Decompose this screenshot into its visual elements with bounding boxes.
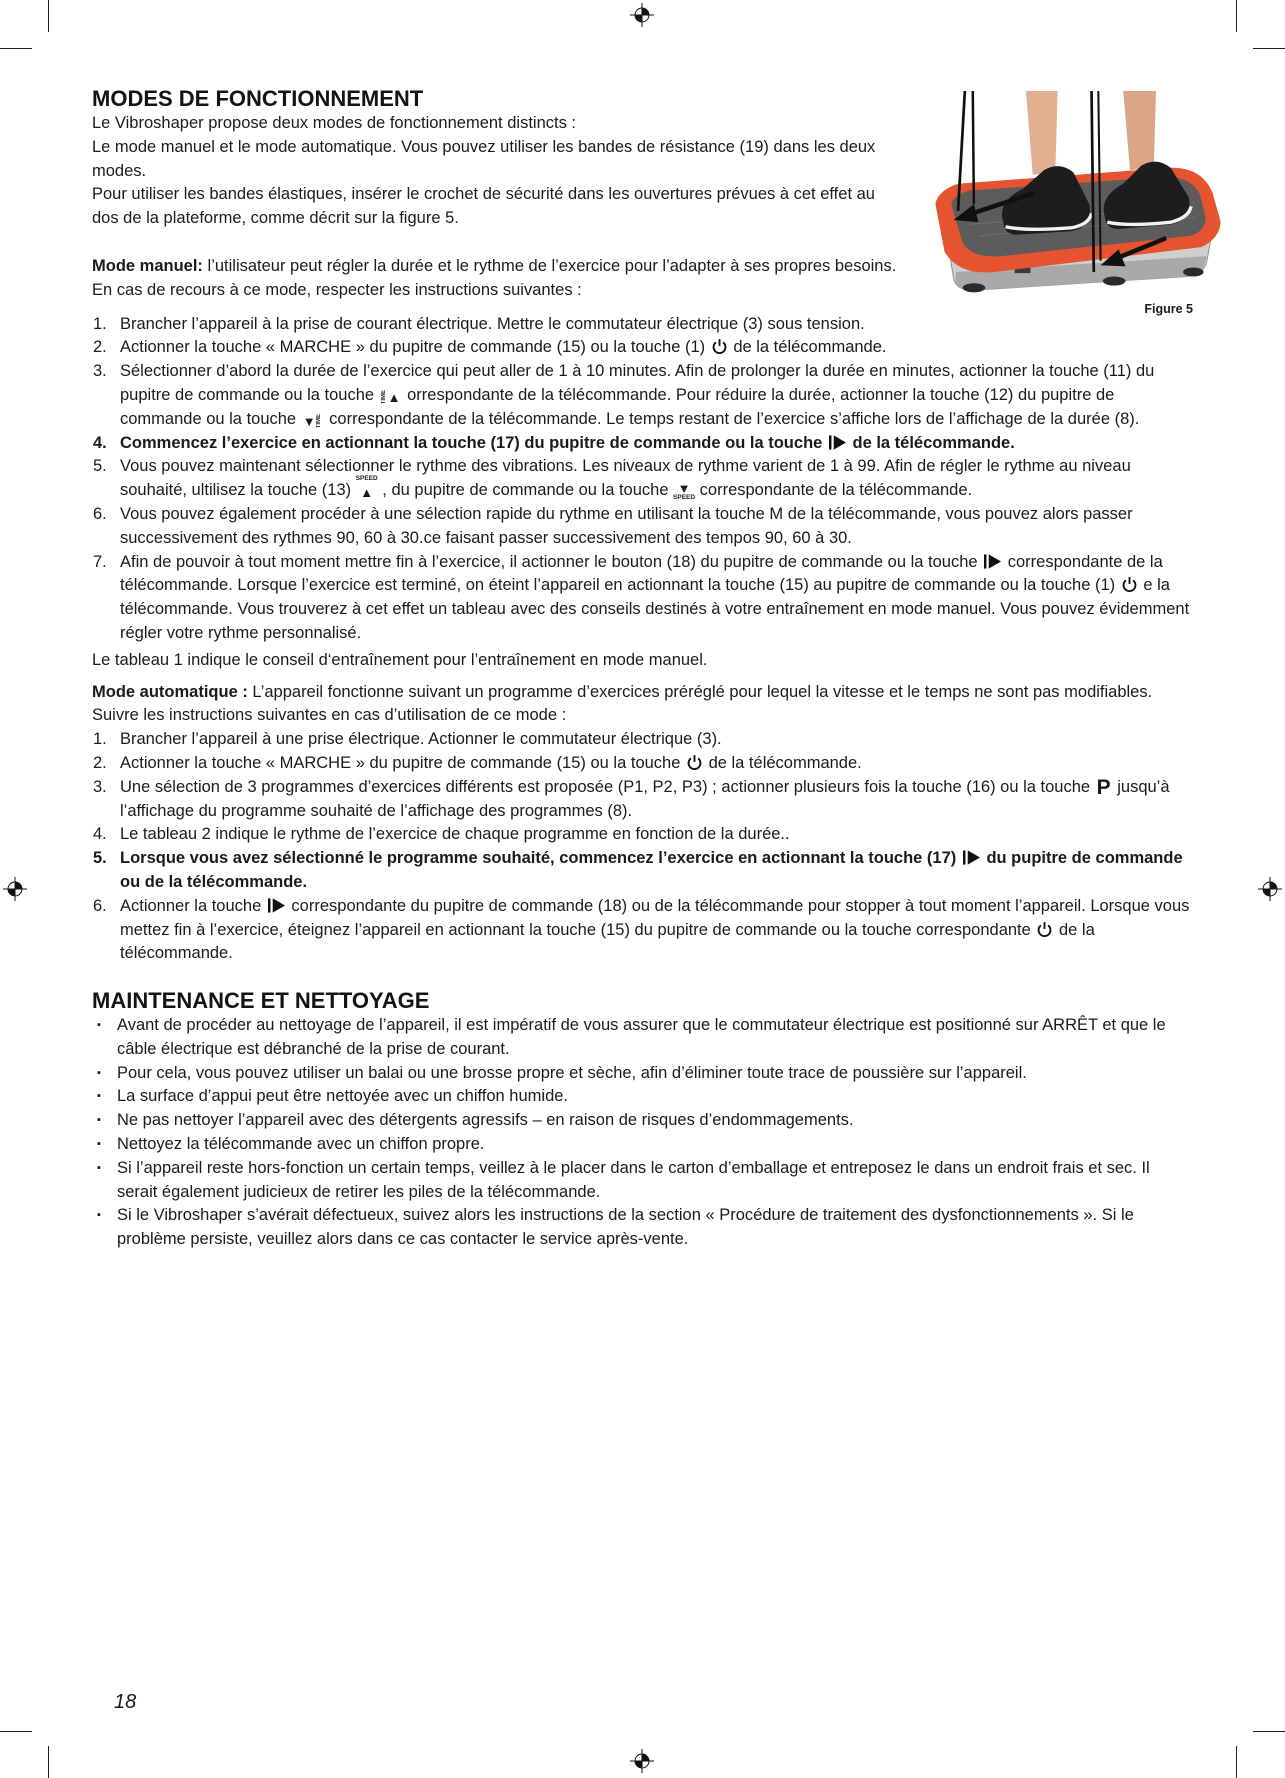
step-text: de la télécommande. (847, 433, 1015, 452)
power-icon (1036, 921, 1053, 938)
step-number: 5. (93, 849, 107, 868)
step-text: Le tableau 2 indique le rythme de l’exercice de chaque programme en fonction de la durée.. (120, 825, 790, 844)
automatic-steps-list (92, 728, 1193, 966)
list-item (92, 1204, 1193, 1252)
bullet-text: Pour cela, vous pouvez utiliser un balai ou une brosse propre et sèche, afin d’éliminer toute trace de poussière sur l’appareil. (117, 1063, 1027, 1082)
step-text: correspondante du pupitre de commande (18) ou de la télécommande pour stopper à tout moment l’appareil. Lorsque vous mettez fin à l’exercice, éteignez l’appareil en actionnant la touche (15) du pupitre de commande ou la touche correspondante (120, 896, 1190, 939)
step-number: 3. (93, 777, 107, 796)
step-text: orrespondante de la télécommande. Pour réduire la durée, actionner la touche (12) du pupitre de commande ou la touche (120, 385, 1115, 428)
step-text: Vous pouvez maintenant sélectionner le rythme des vibrations. Les niveaux de rythme varient de 1 à 99. Afin de régler le rythme au niveau souhaité, ultilisez la touche (13) (120, 457, 1131, 500)
step-text: Afin de pouvoir à tout moment mettre fin à l’exercice, il actionner le bouton (18) du pupitre de commande ou la touche (120, 552, 983, 571)
figure-vibration-plate (924, 91, 1224, 298)
crop-mark (1236, 1746, 1237, 1778)
intro-paragraph: Le Vibroshaper propose deux modes de fonctionnement distincts : (92, 114, 576, 132)
program-key-icon: P (1096, 775, 1111, 799)
section-title-modes: MODES DE FONCTIONNEMENT (92, 86, 424, 111)
triangle-down-icon: ▼ (302, 413, 316, 429)
bullet-icon: ▪ (97, 1138, 101, 1151)
intro-paragraph: Le mode manuel et le mode automatique. Vous pouvez utiliser les bandes de résistance (19) dans les deux modes. (92, 137, 876, 180)
bullet-icon: ▪ (97, 1161, 101, 1174)
list-item (92, 1133, 1193, 1157)
time-label: TIME (380, 389, 387, 405)
list-item (92, 1157, 1193, 1205)
manual-mode-label: Mode manuel: (92, 256, 203, 275)
crop-mark (1253, 48, 1285, 49)
list-item (92, 1014, 1193, 1062)
intro-paragraph: Pour utiliser les bandes élastiques, insérer le crochet de sécurité dans les ouvertures prévues à cet effet au dos de la plateforme, comme décrit sur la figure 5. (92, 185, 875, 228)
bullet-icon: ▪ (97, 1090, 101, 1103)
step-text: Actionner la touche (120, 896, 266, 915)
step-text: Actionner la touche « MARCHE » du pupitre de commande (15) ou la touche (120, 753, 685, 772)
play-pause-icon (828, 434, 847, 451)
list-item (92, 823, 1193, 847)
step-text: , du pupitre de commande ou la touche (377, 481, 674, 500)
registration-mark-icon (1258, 877, 1282, 901)
crop-mark (0, 1731, 32, 1732)
page-number: 18 (114, 1691, 137, 1713)
speed-label: SPEED (673, 494, 696, 502)
manual-table-note: Le tableau 1 indique le conseil d‘entraînement pour l’entraînement en mode manuel. (92, 650, 708, 669)
figure-caption: Figure 5 (1144, 302, 1193, 316)
automatic-mode-paragraph (92, 681, 1193, 729)
bullet-icon: ▪ (97, 1019, 101, 1032)
time-label: TIME (315, 413, 322, 429)
crop-mark (0, 48, 32, 49)
list-item (92, 503, 1193, 551)
step-number: 7. (93, 552, 107, 571)
registration-mark-icon (630, 3, 654, 27)
vibration-plate-image (924, 91, 1224, 298)
triangle-down-icon: ▼ (677, 481, 691, 497)
step-number: 1. (93, 314, 107, 333)
registration-mark-icon (3, 877, 27, 901)
speed-up-icon (355, 475, 378, 501)
step-text: du pupitre de commande ou de la télécommande. (120, 849, 1183, 891)
play-pause-icon (983, 553, 1002, 570)
step-text: Lorsque vous avez sélectionné le programme souhaité, commencez l’exercice en actionnant la touche (17) (120, 849, 961, 868)
time-down-icon (303, 413, 323, 429)
triangle-up-icon: ▲ (360, 485, 374, 501)
manual-steps-list (92, 313, 1193, 646)
step-text: correspondante de la télécommande. Lorsque l’exercice est terminé, on éteint l’appareil en actionnant la touche (15) au pupitre de commande ou la touche (1) (120, 552, 1163, 595)
list-item (92, 455, 1193, 503)
list-item (92, 895, 1193, 966)
step-number: 6. (93, 896, 107, 915)
list-item (92, 1109, 1193, 1133)
automatic-mode-label: Mode automatique : (92, 682, 248, 701)
step-number: 4. (93, 433, 107, 452)
step-number: 1. (93, 730, 107, 749)
step-text: de la télécommande. (703, 753, 862, 772)
step-number: 2. (93, 753, 107, 772)
list-item (92, 432, 1193, 456)
power-icon (711, 338, 728, 355)
list-item (92, 1062, 1193, 1086)
step-text: correspondante de la télécommande. (695, 481, 973, 500)
step-text: de la télécommande. (728, 338, 887, 357)
step-number: 2. (93, 338, 107, 357)
bullet-text: Si l’appareil reste hors-fonction un certain temps, veillez à le placer dans le carton d’emballage et entreposez le dans un endroit frais et sec. Il serait également judicieux de retirer les piles de la télécommande. (117, 1158, 1150, 1201)
list-item (92, 551, 1193, 646)
page-content (92, 86, 1193, 1252)
step-text: Commencez l’exercice en actionnant la touche (17) du pupitre de commande ou la touche (120, 433, 827, 452)
list-item (92, 847, 1193, 895)
crop-mark (48, 1746, 49, 1778)
bullet-text: Ne pas nettoyer l’appareil avec des détergents agressifs – en raison de risques d’endommagements. (117, 1111, 854, 1130)
step-number: 4. (93, 825, 107, 844)
list-item (92, 360, 1193, 431)
crop-mark (1253, 1731, 1285, 1732)
step-text: Brancher l’appareil à une prise électrique. Actionner le commutateur électrique (3). (120, 730, 722, 749)
bullet-icon: ▪ (97, 1066, 101, 1079)
play-pause-icon (962, 849, 981, 866)
bullet-text: Avant de procéder au nettoyage de l’appareil, il est impératif de vous assurer que le commutateur électrique est positionné sur ARRÊT et que le câble électrique est débranché de la prise de courant. (117, 1016, 1166, 1058)
automatic-mode-text: L’appareil fonctionne suivant un programme d’exercices préréglé pour lequel la vitesse et le temps ne sont pas modifiables. Suivre les instructions suivantes en cas d’utilisation de ce mode : (92, 682, 1153, 725)
bullet-text: Nettoyez la télécommande avec un chiffon propre. (117, 1135, 485, 1154)
time-up-icon (381, 389, 401, 405)
step-number: 5. (93, 457, 107, 476)
list-item (92, 1085, 1193, 1109)
list-item (92, 776, 1193, 824)
step-text: e la télécommande. Vous trouverez à cet effet un tableau avec des conseils destinés à votre entraînement en mode manuel. Vous pouvez évidemment régler votre rythme personnalisé. (120, 576, 1190, 642)
step-text: Une sélection de 3 programmes d’exercices différents est proposée (P1, P2, P3) ; actionner plusieurs fois la touche (16) ou la touche (120, 777, 1095, 796)
play-pause-icon (267, 897, 286, 914)
speed-label: SPEED (355, 475, 378, 483)
maintenance-list (92, 1014, 1193, 1252)
bullet-icon: ▪ (97, 1114, 101, 1127)
crop-mark (48, 0, 49, 32)
step-text: Vous pouvez également procéder à une sélection rapide du rythme en utilisant la touche M de la télécommande, vous pouvez alors passer successivement des rythmes 90, 60 à 30.ce faisant passer successivement des tempos 90, 60 à 30. (120, 504, 1133, 547)
bullet-icon: ▪ (97, 1209, 101, 1222)
list-item (92, 313, 1193, 337)
manual-mode-text: l’utilisateur peut régler la durée et le rythme de l’exercice pour l’adapter à ses propres besoins. En cas de recours à ce mode, respecter les instructions suivantes : (92, 256, 897, 299)
power-icon (686, 754, 703, 771)
manual-mode-paragraph (92, 255, 904, 303)
step-text: Sélectionner d’abord la durée de l’exercice qui peut aller de 1 à 10 minutes. Afin de prolonger la durée en minutes, actionner la touche (11) du pupitre de commande ou la touche (120, 362, 1155, 404)
step-text: Brancher l’appareil à la prise de courant électrique. Mettre le commutateur électrique (3) sous tension. (120, 314, 865, 333)
intro-block (92, 86, 904, 303)
triangle-up-icon: ▲ (387, 389, 401, 405)
crop-mark (1236, 0, 1237, 32)
step-text: jusqu’à l’affichage du programme souhaité de l’affichage des programmes (8). (120, 777, 1170, 820)
registration-mark-icon (630, 1749, 654, 1773)
step-number: 6. (93, 504, 107, 523)
section-title-maintenance: MAINTENANCE ET NETTOYAGE (92, 988, 430, 1014)
list-item (92, 728, 1193, 752)
power-icon (1121, 576, 1138, 593)
list-item (92, 336, 1193, 360)
bullet-text: Si le Vibroshaper s’avérait défectueux, suivez alors les instructions de la section « Procédure de traitement des dysfonctionnements ». Si le problème persiste, veuillez alors dans ce cas contacter le service après-vente. (117, 1206, 1134, 1249)
step-text: correspondante de la télécommande. Le temps restant de l’exercice s’affiche lors de l’affichage de la durée (8). (324, 409, 1140, 428)
speed-down-icon (673, 481, 696, 502)
step-text: Actionner la touche « MARCHE » du pupitre de commande (15) ou la touche (1) (120, 338, 710, 357)
list-item (92, 752, 1193, 776)
step-number: 3. (93, 362, 107, 381)
bullet-text: La surface d’appui peut être nettoyée avec un chiffon humide. (117, 1087, 569, 1106)
step-text: de la télécommande. (120, 920, 1095, 963)
